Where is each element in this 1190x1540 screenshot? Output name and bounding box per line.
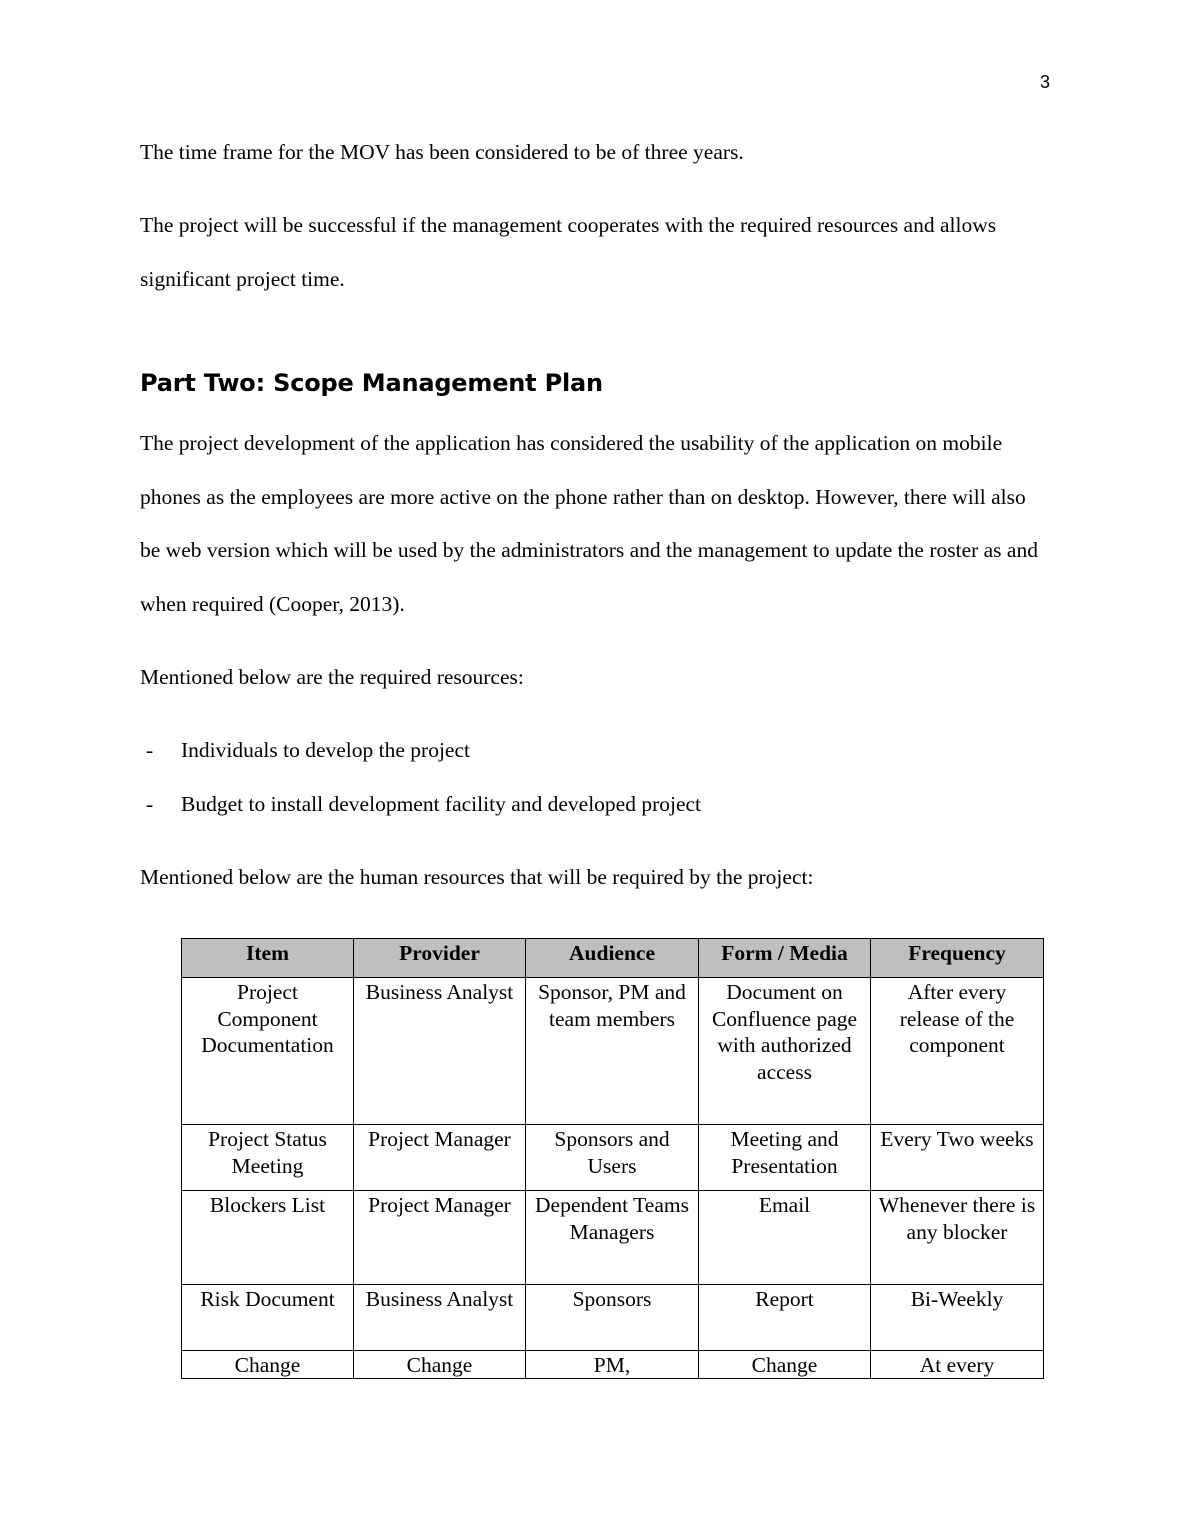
table-cell: Email: [699, 1191, 871, 1285]
page-number: 3: [1039, 72, 1050, 92]
table-cell: PM,: [526, 1351, 699, 1379]
table-cell: Dependent Teams Managers: [526, 1191, 699, 1285]
table-cell: Change: [182, 1351, 354, 1379]
header-frequency: Frequency: [871, 939, 1044, 978]
paragraph-time-frame: The time frame for the MOV has been considered to be of three years.: [140, 140, 744, 164]
table-cell: Bi-Weekly: [871, 1285, 1044, 1351]
table-cell: Change: [354, 1351, 526, 1379]
table-cell: Every Two weeks: [871, 1125, 1044, 1191]
section-heading: Part Two: Scope Management Plan: [140, 369, 603, 397]
header-provider: Provider: [354, 939, 526, 978]
paragraph-project-success: The project will be successful if the management cooperates with the required resources and allows significant project time.: [140, 213, 997, 291]
table-cell: Business Analyst: [354, 1285, 526, 1351]
bullet-text: Individuals to develop the project: [181, 738, 470, 762]
table-cell: Project Manager: [354, 1191, 526, 1285]
table-cell: Project Component Documentation: [182, 978, 354, 1125]
header-audience: Audience: [526, 939, 699, 978]
table-row: [182, 1351, 1044, 1379]
table-cell: After every release of the component: [871, 978, 1044, 1125]
human-resources-table: [181, 938, 1044, 1379]
table-cell: At every: [871, 1351, 1044, 1379]
table-cell: Project Manager: [354, 1125, 526, 1191]
table-row: [182, 978, 1044, 1125]
table-row: [182, 1125, 1044, 1191]
paragraph-project-development: The project development of the application has considered the usability of the application on mobile phones as the employees are more active on the phone rather than on desktop. However, there will also be web version which will be used by the administrators and the management to update the roster as and when required (Cooper, 2013).: [140, 431, 1038, 616]
table-row: [182, 1191, 1044, 1285]
bullet-text: Budget to install development facility and developed project: [181, 791, 702, 816]
bullet-dash: -: [146, 791, 154, 816]
header-item: Item: [182, 939, 354, 978]
table-cell: Risk Document: [182, 1285, 354, 1351]
paragraph-required-resources-intro: Mentioned below are the required resources:: [140, 665, 524, 689]
table-cell: Whenever there is any blocker: [871, 1191, 1044, 1285]
list-item: [140, 724, 701, 778]
table-cell: Sponsors: [526, 1285, 699, 1351]
table-cell: Document on Confluence page with authorized access: [699, 978, 871, 1125]
table-cell: Project Status Meeting: [182, 1125, 354, 1191]
table-cell: Sponsor, PM and team members: [526, 978, 699, 1125]
table-cell: Meeting and Presentation: [699, 1125, 871, 1191]
bullet-dash: -: [146, 738, 154, 762]
list-item: [140, 778, 701, 832]
table-cell: Report: [699, 1285, 871, 1351]
resources-bullet-list: [140, 724, 701, 831]
table-cell: Blockers List: [182, 1191, 354, 1285]
table-cell: Business Analyst: [354, 978, 526, 1125]
table-header-row: [182, 939, 1044, 978]
table-row: [182, 1285, 1044, 1351]
table-cell: Sponsors and Users: [526, 1125, 699, 1191]
header-form-media: Form / Media: [699, 939, 871, 978]
paragraph-human-resources-intro: Mentioned below are the human resources that will be required by the project:: [140, 865, 814, 889]
table-cell: Change: [699, 1351, 871, 1379]
